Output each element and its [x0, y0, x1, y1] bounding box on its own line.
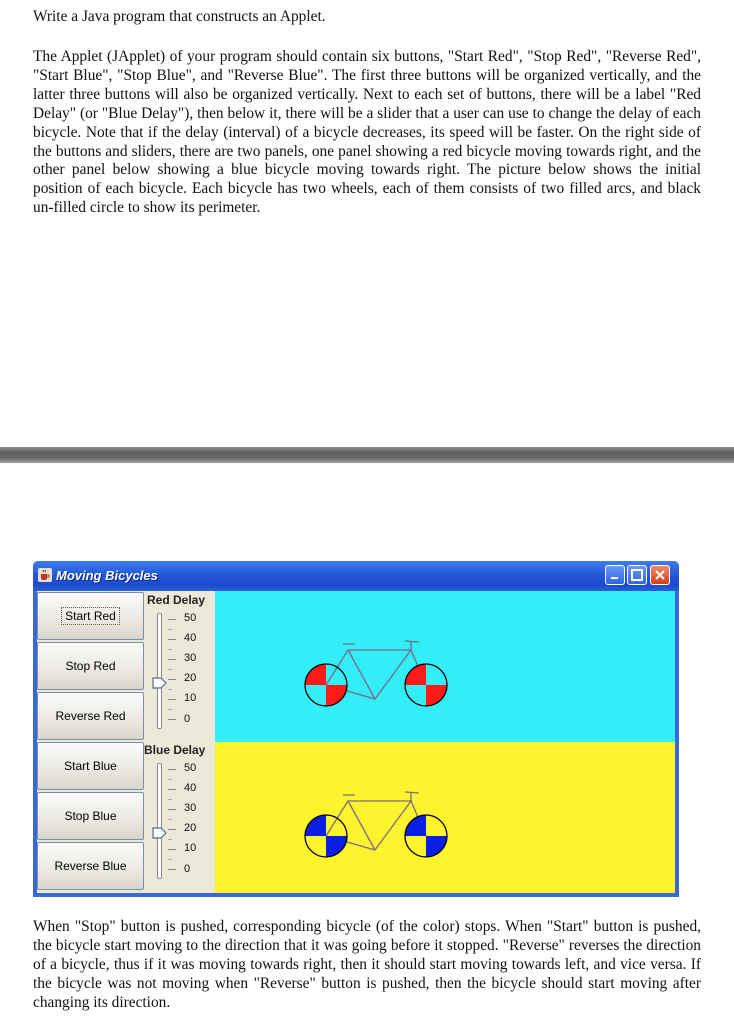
red-slider-thumb[interactable] — [152, 677, 168, 689]
applet-content — [37, 591, 675, 893]
red-bicycle — [215, 591, 675, 742]
java-cup-icon — [38, 568, 52, 582]
blue-slider-thumb[interactable] — [152, 827, 168, 839]
blue-tick-label: 0 — [184, 863, 191, 875]
red-rear-wheel — [305, 664, 347, 706]
blue-major-tick — [168, 789, 176, 790]
blue-tick-label: 30 — [184, 802, 197, 814]
reverse-red-button[interactable] — [37, 692, 144, 740]
maximize-button[interactable] — [627, 565, 647, 585]
reverse-blue-label: Reverse Blue — [54, 859, 127, 873]
blue-tick-label: 20 — [184, 822, 197, 834]
red-bicycle-panel — [215, 591, 675, 742]
blue-major-tick — [168, 769, 176, 770]
red-major-tick — [168, 639, 176, 640]
red-tick-label: 50 — [184, 612, 197, 624]
red-minor-tick — [168, 709, 172, 710]
red-minor-tick — [168, 689, 172, 690]
minimize-icon — [606, 566, 624, 584]
maximize-icon — [628, 566, 646, 584]
red-delay-label: Red Delay — [147, 593, 206, 607]
red-major-tick — [168, 719, 176, 720]
reverse-red-label: Reverse Red — [55, 709, 126, 723]
start-blue-label: Start Blue — [64, 759, 117, 773]
blue-tick-label: 10 — [184, 842, 197, 854]
blue-rear-wheel — [305, 815, 347, 857]
red-major-tick — [168, 619, 176, 620]
start-red-button[interactable] — [37, 592, 144, 640]
red-major-tick — [168, 659, 176, 660]
blue-bicycle-panel — [215, 742, 675, 893]
start-red-label: Start Red — [61, 607, 120, 625]
blue-major-tick — [168, 849, 176, 850]
red-minor-tick — [168, 629, 172, 630]
red-major-tick — [168, 679, 176, 680]
blue-front-wheel — [405, 815, 447, 857]
intro-paragraph: Write a Java program that constructs an Applet. — [33, 8, 326, 25]
close-icon — [651, 566, 669, 584]
red-tick-label: 30 — [184, 652, 197, 664]
blue-minor-tick — [168, 799, 172, 800]
stop-red-label: Stop Red — [65, 659, 116, 673]
red-tick-label: 40 — [184, 632, 197, 644]
reverse-blue-button[interactable] — [37, 842, 144, 890]
window-titlebar[interactable] — [33, 561, 679, 591]
minimize-button[interactable] — [605, 565, 625, 585]
blue-minor-tick — [168, 819, 172, 820]
red-minor-tick — [168, 649, 172, 650]
stop-blue-label: Stop Blue — [64, 809, 117, 823]
blue-major-tick — [168, 809, 176, 810]
behavior-paragraph: When "Stop" button is pushed, corresponding bicycle (of the color) stops. When "Start" button is pushed, the bicycle start moving to the direction that it was going before it stopped. "Reverse" reverses the direction of a bicycle, thus if it was moving towards right, then it should start moving towards left, and vice versa. If the bicycle was not moving when "Reverse" button is pushed, then the bicycle should start moving after changing its direction. — [33, 918, 701, 1011]
blue-minor-tick — [168, 859, 172, 860]
red-delay-slider-track[interactable] — [157, 613, 162, 729]
stop-red-button[interactable] — [37, 642, 144, 690]
blue-minor-tick — [168, 779, 172, 780]
red-major-tick — [168, 699, 176, 700]
red-tick-label: 0 — [184, 713, 191, 725]
description-paragraph: The Applet (JApplet) of your program should contain six buttons, "Start Red", "Stop Red", "Reverse Red", "Start Blue", "Stop Blue", and "Reverse Blue". The first three buttons will be organized vertically, and the latter three buttons will also be organized vertically. Next to each set of buttons, there will be a label "Red Delay" (or "Blue Delay"), then below it, there will be a slider that a user can use to change the delay of each bicycle. Note that if the delay (interval) of a bicycle decreases, its speed will be faster. On the right side of the buttons and sliders, there are two panels, one panel showing a red bicycle moving towards right, and the other panel below showing a blue bicycle moving towards right. The picture below shows the initial position of each bicycle. Each bicycle has two wheels, each of them consists of two filled arcs, and black un-filled circle to show its perimeter. — [33, 48, 701, 217]
close-button[interactable] — [650, 565, 670, 585]
window-title: Moving Bicycles — [56, 568, 158, 583]
blue-tick-label: 50 — [184, 762, 197, 774]
blue-major-tick — [168, 829, 176, 830]
blue-minor-tick — [168, 839, 172, 840]
red-tick-label: 20 — [184, 672, 197, 684]
red-minor-tick — [168, 669, 172, 670]
red-tick-label: 10 — [184, 692, 197, 704]
blue-major-tick — [168, 869, 176, 870]
blue-bicycle — [215, 742, 675, 893]
moving-bicycles-window — [33, 561, 679, 897]
start-blue-button[interactable] — [37, 742, 144, 790]
blue-delay-slider-track[interactable] — [157, 763, 162, 879]
blue-tick-label: 40 — [184, 782, 197, 794]
stop-blue-button[interactable] — [37, 792, 144, 840]
blue-delay-label: Blue Delay — [144, 743, 206, 757]
page-divider — [0, 447, 734, 463]
red-front-wheel — [405, 664, 447, 706]
